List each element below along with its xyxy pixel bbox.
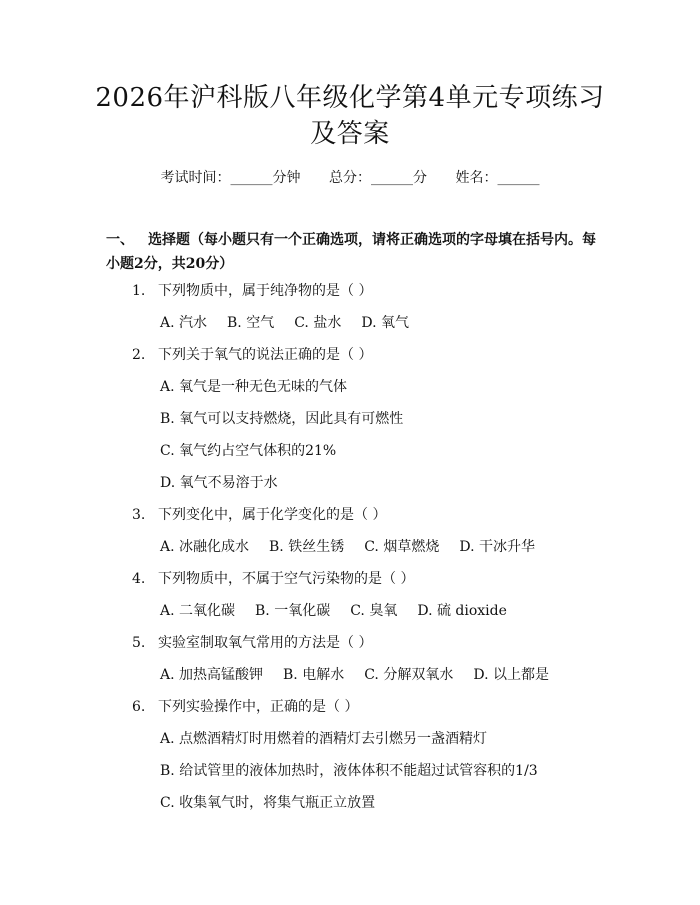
title-line-2: 及答案 (310, 119, 390, 149)
question-5 (132, 633, 372, 653)
question-number: 2. (132, 347, 146, 363)
question-6 (132, 697, 358, 717)
title-line-1: 2026年沪科版八年级化学第4单元专项练习 (95, 83, 605, 113)
total-score-field: 总分：______分 (329, 170, 427, 186)
section-instructions: 选择题（每小题只有一个正确选项，请将正确选项的字母填在括号内。每小题2分，共20分） (106, 232, 596, 272)
question-text: 下列变化中，属于化学变化的是（ ） (158, 507, 387, 523)
question-2-option-b: B. 氧气可以支持燃烧，因此具有可燃性 (160, 411, 404, 427)
question-6-option-a: A. 点燃酒精灯时用燃着的酒精灯去引燃另一盏酒精灯 (160, 731, 488, 747)
section-heading (106, 228, 606, 276)
option-a: A. 冰融化成水 (160, 539, 250, 555)
option-d: D. 干冰升华 (459, 539, 535, 555)
question-1-options (160, 313, 429, 333)
option-b: B. 一氧化碳 (255, 603, 331, 619)
question-text: 实验室制取氧气常用的方法是（ ） (158, 635, 373, 651)
option-b: B. 空气 (227, 315, 275, 331)
question-2-option-a: A. 氧气是一种无色无味的气体 (160, 379, 348, 395)
option-d: D. 以上都是 (473, 667, 549, 683)
question-number: 1. (132, 283, 146, 299)
question-2-option-d: D. 氧气不易溶于水 (160, 475, 278, 491)
question-number: 4. (132, 571, 146, 587)
question-6-option-c: C. 收集氧气时，将集气瓶正立放置 (160, 795, 376, 811)
question-number: 6. (132, 699, 146, 715)
question-4 (132, 569, 414, 589)
student-name-field: 姓名：______ (455, 170, 540, 186)
question-5-options (160, 665, 569, 685)
option-b: B. 电解水 (283, 667, 345, 683)
question-text: 下列物质中，不属于空气污染物的是（ ） (158, 571, 415, 587)
option-d: D. 硫 dioxide (417, 603, 507, 619)
question-4-options (160, 601, 527, 621)
option-c: C. 烟草燃烧 (364, 539, 440, 555)
question-2 (132, 345, 372, 365)
question-number: 3. (132, 507, 146, 523)
question-1 (132, 281, 372, 301)
question-number: 5. (132, 635, 146, 651)
question-2-option-c: C. 氧气约占空气体积的21% (160, 443, 337, 459)
option-c: C. 分解双氧水 (364, 667, 454, 683)
option-b: B. 铁丝生锈 (269, 539, 345, 555)
question-text: 下列实验操作中，正确的是（ ） (158, 699, 359, 715)
option-a: A. 汽水 (160, 315, 208, 331)
option-c: C. 盐水 (294, 315, 342, 331)
question-text: 下列关于氧气的说法正确的是（ ） (158, 347, 373, 363)
exam-info (0, 168, 700, 188)
option-a: A. 加热高锰酸钾 (160, 667, 264, 683)
exam-time-field: 考试时间：______分钟 (160, 170, 301, 186)
option-c: C. 臭氧 (350, 603, 398, 619)
section-number: 一、 (106, 232, 134, 248)
option-a: A. 二氧化碳 (160, 603, 236, 619)
document-title (60, 80, 640, 152)
question-text: 下列物质中，属于纯净物的是（ ） (158, 283, 373, 299)
option-d: D. 氧气 (361, 315, 409, 331)
question-6-option-b: B. 给试管里的液体加热时，液体体积不能超过试管容积的1/3 (160, 763, 538, 779)
question-3 (132, 505, 386, 525)
question-3-options (160, 537, 555, 557)
